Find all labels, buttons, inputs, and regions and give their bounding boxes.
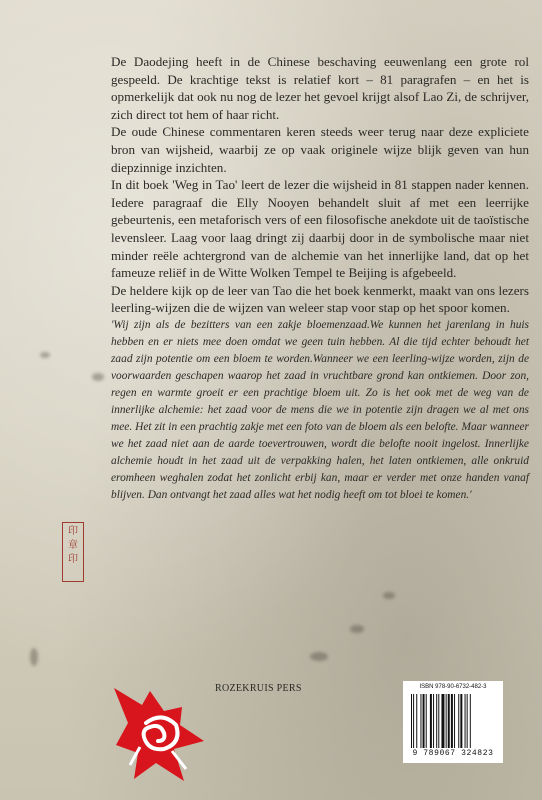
publisher-name: ROZEKRUIS PERS [215, 683, 302, 694]
chinese-seal-stamp: 印 章 印 [62, 522, 84, 582]
brush-mark [92, 373, 104, 381]
brush-mark [30, 648, 38, 666]
rozekruis-rose-logo-icon [112, 683, 212, 783]
blurb-paragraph: De oude Chinese commentaren keren steeds weer terug naar deze expliciete bron van wijsheid, waarbij ze op vaak originele wijze blijk geven van hun diepzinnige inzichten. [111, 124, 529, 175]
blurb-paragraph: De Daodejing heeft in de Chinese beschaving eeuwenlang een grote rol gespeeld. De krachtige tekst is relatief kort – 81 paragrafen – en het is opmerkelijk dat ook nu nog de lezer het gevoel krijgt alsof Lao Zi, de schrijver, zich direct tot hem of haar richt. [111, 54, 529, 122]
blurb-text [111, 53, 529, 504]
brush-mark [350, 625, 364, 633]
brush-mark [40, 352, 50, 358]
isbn-barcode [403, 681, 503, 763]
barcode-number: 9 789067 324823 [412, 749, 494, 758]
isbn-number: ISBN 978-90-6732-482-3 [419, 684, 487, 690]
brush-mark [310, 652, 328, 661]
blurb-paragraph: In dit boek 'Weg in Tao' leert de lezer die wijsheid in 81 stappen nader kennen. Iedere paragraaf die Elly Nooyen behandelt sluit af met een leerrijke gebeurtenis, een metaforisch vers of een filosofische anekdote uit de taoïstische levensleer. Laag voor laag dringt zij daarbij door in de symbolische maar niet minder reële achtergrond van de alchemie van het innerlijke land, dat op het fameuze reliëf in de Witte Wolken Tempel te Beijing is afgebeeld. [111, 177, 529, 281]
blurb-paragraph: De heldere kijk op de leer van Tao die het boek kenmerkt, maakt van ons lezers leerling-wijzen die de wijzen van weleer stap voor stap op het spoor komen. [111, 282, 529, 316]
blurb-quote: 'Wij zijn als de bezitters van een zakje bloemenzaad.We kunnen het jarenlang in huis hebben en er niets mee doen omdat we geen tuin hebben. Al die tijd echter behoudt het zaad zijn potentie om een bloem te worden.Wanneer we een leerling-wijze worden, zijn de voorwaarden geschapen waarop het zaad in vruchtbare grond kan ontkiemen. Door zon, regen en warmte groeit er een prachtige bloem uit. Zo is het ook met de weg van de innerlijke alchemie: het zaad voor de mens die we in potentie zijn dragen we al met ons mee. Het zit in een prachtig zakje met een foto van de bloem als een belofte. Maar wanneer we het zaad niet aan de aarde toevertrouwen, wordt die belofte nooit ingelost. Innerlijke alchemie houdt in het zaad uit de verpakking halen, het laten ontkiemen, alle onkruid eromheen weghalen zodat het zonlicht erbij kan, maar er verder met onze handen vanaf blijven. Dan ontvangt het zaad alles wat het nodig heeft om tot bloei te komen.' [111, 318, 529, 501]
brush-mark [383, 592, 395, 599]
barcode-bars [411, 694, 497, 748]
